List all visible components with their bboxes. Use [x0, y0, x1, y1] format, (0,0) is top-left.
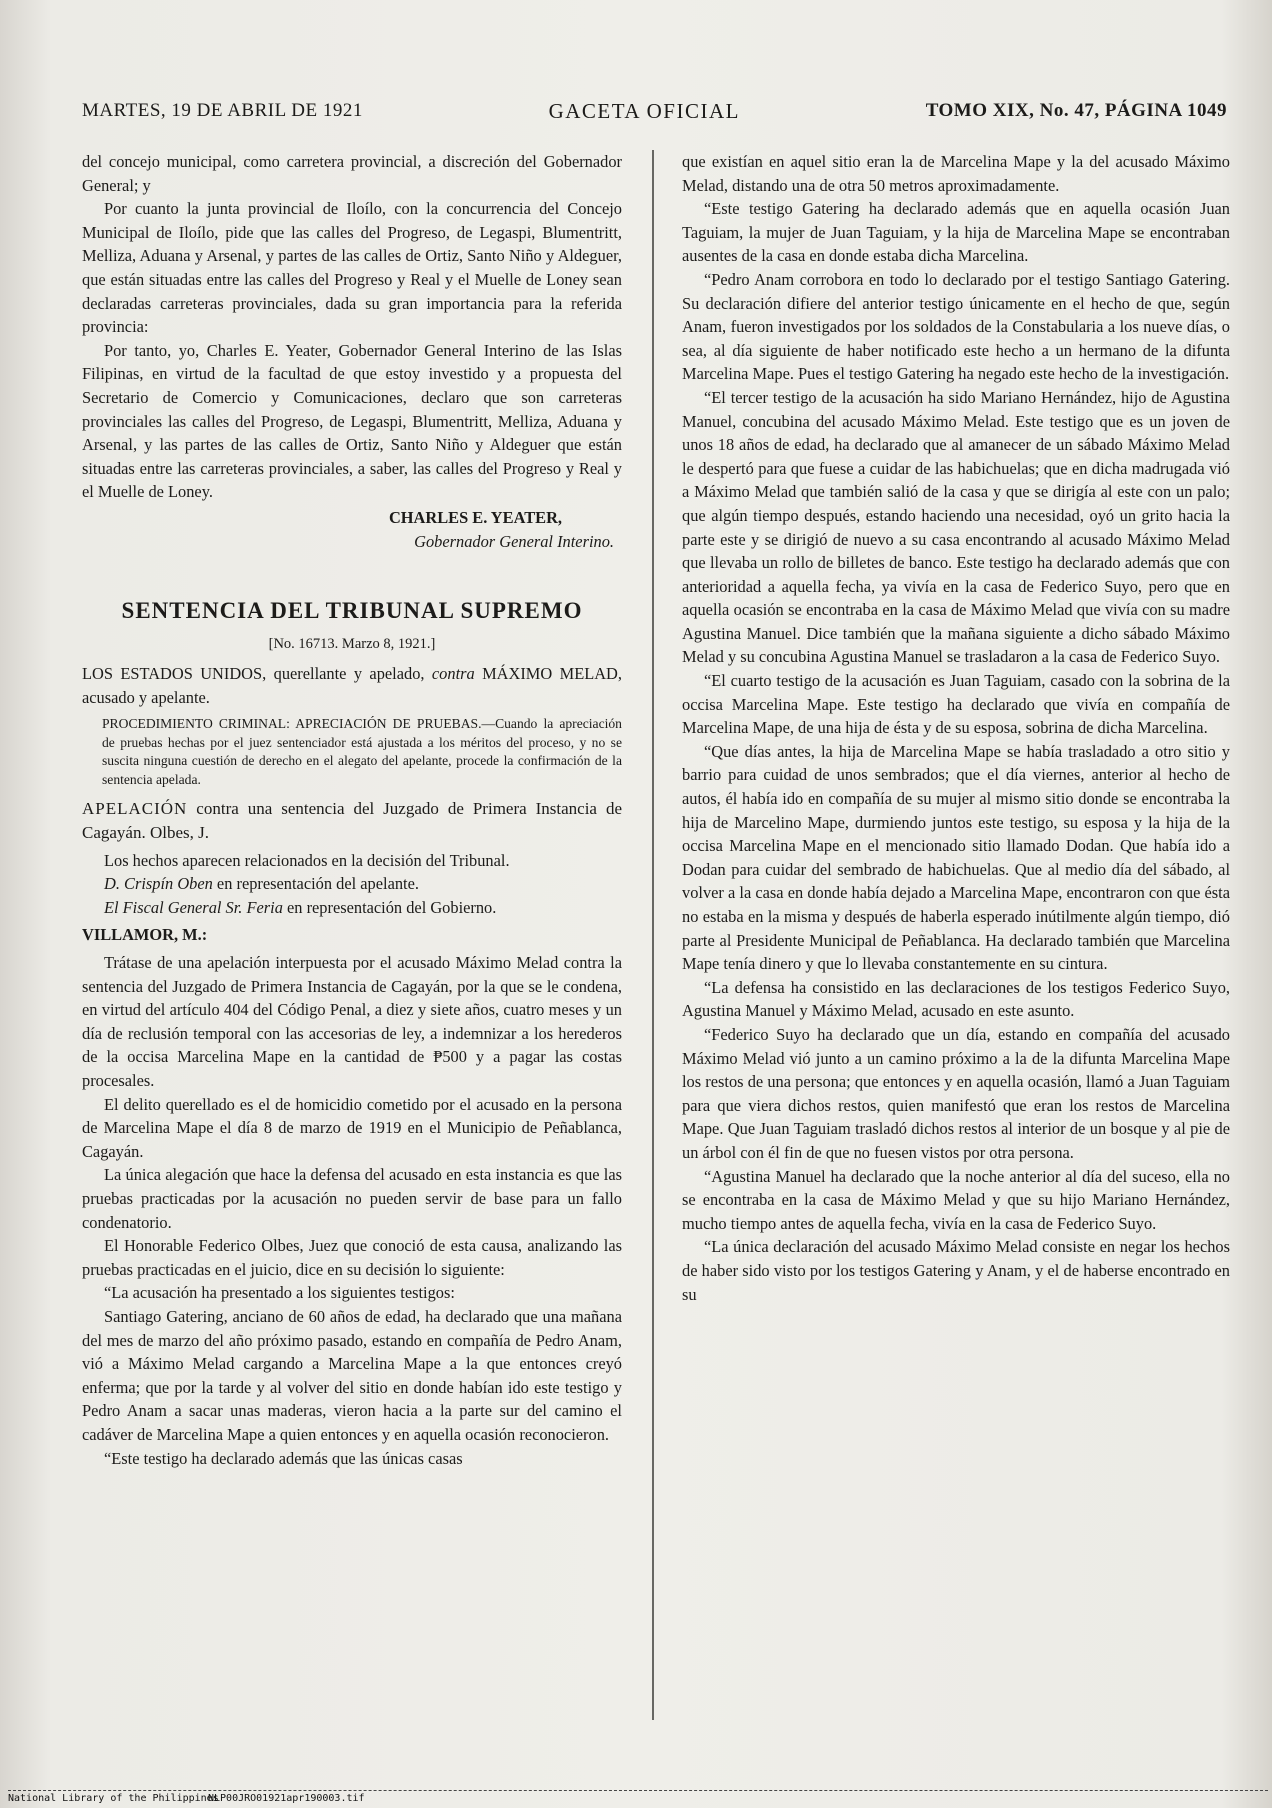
header-publication: GACETA OFICIAL [548, 98, 740, 123]
paragraph: “Este testigo ha declarado además que las únicas casas [104, 1448, 463, 1468]
paragraph: “El cuarto testigo de la acusación es Juan Taguiam, casado con la sobrina de la occisa Marcelina Mape. Este testigo ha declarado que vivía en compañía de Marcelina Mape, de una hija de ésta y de su esposa, sobrina de dicha Marcelina. [682, 671, 1230, 738]
header-date: MARTES, 19 DE ABRIL DE 1921 [82, 100, 363, 121]
left-column [82, 150, 622, 1720]
counsel-line [82, 896, 622, 920]
paragraph: El Honorable Federico Olbes, Juez que conoció de esta causa, analizando las pruebas practicadas en el juicio, dice en su decisión lo siguiente: [82, 1236, 622, 1279]
footer-filename: NLP00JRO01921apr190003.tif [208, 1793, 365, 1804]
paragraph: Santiago Gatering, anciano de 60 años de edad, ha declarado que una mañana del mes de marzo del año próximo pasado, estando en compañía de Pedro Anam, vió a Máximo Melad cargando a Marcelina Mape a la que entonces creyó enferma; que por la tarde y al volver del sitio en donde habían ido este testigo y Pedro Anam a sacar unas maderas, vieron hacia a la parte sur del camino el cadáver de Marcelina Mape a quien entonces y en aquella ocasión reconocieron. [82, 1306, 622, 1444]
appeal-label: APELACIÓN [82, 799, 188, 819]
judge-name: VILLAMOR, M.: [82, 925, 208, 945]
column-divider [652, 150, 654, 1720]
versus: contra [431, 664, 475, 684]
footer-library: National Library of the Philippines [8, 1793, 219, 1804]
paragraph: “Agustina Manuel ha declarado que la noche anterior al día del suceso, ella no se encontraba en la casa de Máximo Melad y que su hijo Mariano Hernández, mucho tiempo antes de aquella fecha, vivía en la casa de Federico Suyo. [682, 1166, 1230, 1233]
plaintiff-role: querellante y apelado, [266, 664, 432, 684]
case-number: [No. 16713. Marzo 8, 1921.] [268, 635, 436, 652]
syllabus [82, 715, 622, 789]
paragraph: “La defensa ha consistido en las declaraciones de los testigos Federico Suyo, Agustina Manuel y Máximo Melad, acusado en este asunto. [682, 977, 1230, 1021]
section-title: SENTENCIA DEL TRIBUNAL SUPREMO [121, 598, 583, 624]
paragraph: “Que días antes, la hija de Marcelina Mape se había trasladado a otro sitio y barrio para cuidad de unos sembrados; que el día viernes, anterior al hecho de autos, él había ido en compañía de su mujer al mismo sitio donde se encontraba la hija de Marcelino Mape, durmiendo juntos este testigo, su esposa y la hija de la occisa Marcelina Mape en el mencionado sitio llamado Dodan. Que había ido a Dodan para cuidar del sembrado de habichuelas. Que al medio día del sábado, al volver a la casa en donde había dejado a Marcelina Mape, encontraron con que ésta no estaba en la misma y después de haberla esperado inútilmente algún tiempo, dió parte al Presidente Municipal de Peñablanca. Ha declarado también que Marcelina Mape tenía dinero y que lo llevaba constantemente en su cintura. [682, 741, 1230, 974]
syllabus-body: —Cuando la apreciación de pruebas hechas por el juez sentenciador está ajustada a los méritos del proceso, y no se suscita ninguna cuestión de derecho en el alegato del apelante, procede la confirmación de la sentencia apelada. [102, 716, 622, 787]
plaintiff: LOS ESTADOS UNIDOS, [82, 664, 267, 684]
paragraph: “El tercer testigo de la acusación ha sido Mariano Hernández, hijo de Agustina Manuel, concubina del acusado Máximo Melad. Este testigo que es un joven de unos 18 años de edad, ha declarado que al amanecer de un sábado Máximo Melad le despertó para que fuese a cuidar de las habichuelas; que en dicha madrugada vió a Máximo Melad que también salió de la casa y que se dirigía al este con un palo; que algún tiempo después, estando haciendo una necesidad, oyó un grito hacia la parte este y se dirigió de nuevo a su casa encontrando al acusado Máximo Melad que llevaba un rollo de billetes de banco. Este testigo ha declarado además que con anterioridad a aquella fecha, ya vivía en la casa de Federico Suyo, pero que en aquella ocasión se encontraba en la casa de Máximo Melad que vivía con su madre Agustina Manuel. Dice también que la mañana siguiente a dicho sábado Máximo Melad y su concubina Agustina Manuel se trasladaron a la casa de Federico Suyo. [682, 387, 1230, 667]
appeal-text: contra una sentencia del Juzgado de Primera Instancia de Cagayán. Olbes, J. [82, 799, 622, 843]
paragraph: Por tanto, yo, Charles E. Yeater, Gobernador General Interino de las Islas Filipinas, en virtud de la facultad de que estoy investido y a propuesta del Secretario de Comercio y Comunicaciones, declaro que son carreteras provinciales las calles del Progreso, de Legaspi, Blumentritt, Melliza, Aduana y Arsenal, y las partes de las calles de Ortiz, Santo Niño y Aldeguer que están situadas entre las carreteras provinciales, a saber, las calles del Progreso y Real y el Muelle de Loney. [82, 340, 622, 502]
counsel-line [82, 872, 622, 896]
right-column [682, 150, 1230, 1720]
paragraph: La única alegación que hace la defensa del acusado en esta instancia es que las pruebas practicadas por la acusación no pueden servir de base para un fallo condenatorio. [82, 1165, 622, 1232]
paragraph: “Pedro Anam corrobora en todo lo declarado por el testigo Santiago Gatering. Su declaración difiere del anterior testigo únicamente en el hecho de que, según Anam, fueron investigados por los soldados de la Constabularia a los nueve días, o sea, al día siguiente de haber notificado este hecho a un hermano de la difunta Marcelina Mape. Pues el testigo Gatering ha negado este hecho de la investigación. [682, 269, 1230, 384]
page-header [82, 94, 1227, 128]
paragraph: Los hechos aparecen relacionados en la decisión del Tribunal. [104, 850, 510, 870]
header-volume-page: TOMO XIX, No. 47, PÁGINA 1049 [925, 100, 1227, 121]
paragraph: El delito querellado es el de homicidio cometido por el acusado en la persona de Marcelina Mape el día 8 de marzo de 1919 en el Municipio de Peñablanca, Cagayán. [82, 1094, 622, 1161]
defendant-role: acusado y apelante. [82, 687, 210, 707]
paragraph: “La acusación ha presentado a los siguientes testigos: [104, 1283, 455, 1303]
counsel-text: en representación del apelante. [212, 874, 419, 894]
counsel-name: El Fiscal General Sr. Feria [104, 897, 283, 917]
paragraph: Trátase de una apelación interpuesta por el acusado Máximo Melad contra la sentencia del Juzgado de Primera Instancia de Cagayán, por la que se le condena, en virtud del artículo 404 del Código Penal, a diez y siete años, cuatro meses y un día de reclusión temporal con las accesorias de ley, a indemnizar a los herederos de la occisa Marcelina Mape en la cantidad de ₱500 y a pagar las costas procesales. [82, 953, 622, 1090]
signature-name: CHARLES E. YEATER, [388, 507, 562, 527]
paragraph: “La única declaración del acusado Máximo Melad consiste en negar los hechos de haber sido visto por los testigos Gatering y Anam, y el de haberse encontrado en su [682, 1237, 1230, 1304]
defendant: MÁXIMO MELAD, [474, 664, 622, 684]
paragraph: que existían en aquel sitio eran la de Marcelina Mape y la del acusado Máximo Melad, distando una de otra 50 metros aproximadamente. [682, 152, 1230, 195]
appeal-line [82, 797, 622, 844]
case-parties [82, 662, 622, 709]
counsel-name: D. Crispín Oben [104, 874, 213, 894]
paragraph: “Este testigo Gatering ha declarado además que en aquella ocasión Juan Taguiam, la mujer de Juan Taguiam, y la hija de Marcelina Mape se encontraban ausentes de la casa en donde estaba dicha Marcelina. [682, 199, 1230, 266]
scan-footer [8, 1790, 1268, 1807]
syllabus-heading: PROCEDIMIENTO CRIMINAL: APRECIACIÓN DE PRUEBAS. [102, 716, 482, 732]
paragraph: Por cuanto la junta provincial de Iloílo, con la concurrencia del Concejo Municipal de Iloílo, pide que las calles del Progreso, de Legaspi, Blumentritt, Melliza, Aduana y Arsenal, y partes de las calles de Ortiz, Santo Niño y Aldeguer, que están situadas entre las calles del Progreso y Real y el Muelle de Loney sean declaradas carreteras provinciales, dada su gran importancia para la referida provincia: [82, 199, 622, 337]
counsel-text: en representación del Gobierno. [282, 897, 497, 917]
paragraph: del concejo municipal, como carretera provincial, a discreción del Gobernador General; y [82, 152, 622, 195]
paragraph: “Federico Suyo ha declarado que un día, estando en compañía del acusado Máximo Melad vió junto a un camino próximo a la de la difunta Marcelina Mape los restos de una persona; que entonces y en aquella ocasión, llamó a Juan Taguiam para que viera dichos restos, quien manifestó que eran los restos de Marcelina Mape. Que Juan Taguiam trasladó dichos restos al interior de un bosque y al pie de un árbol con él fin de que no fuesen vistos por otra persona. [682, 1024, 1230, 1162]
signature-role: Gobernador General Interino. [414, 531, 614, 551]
